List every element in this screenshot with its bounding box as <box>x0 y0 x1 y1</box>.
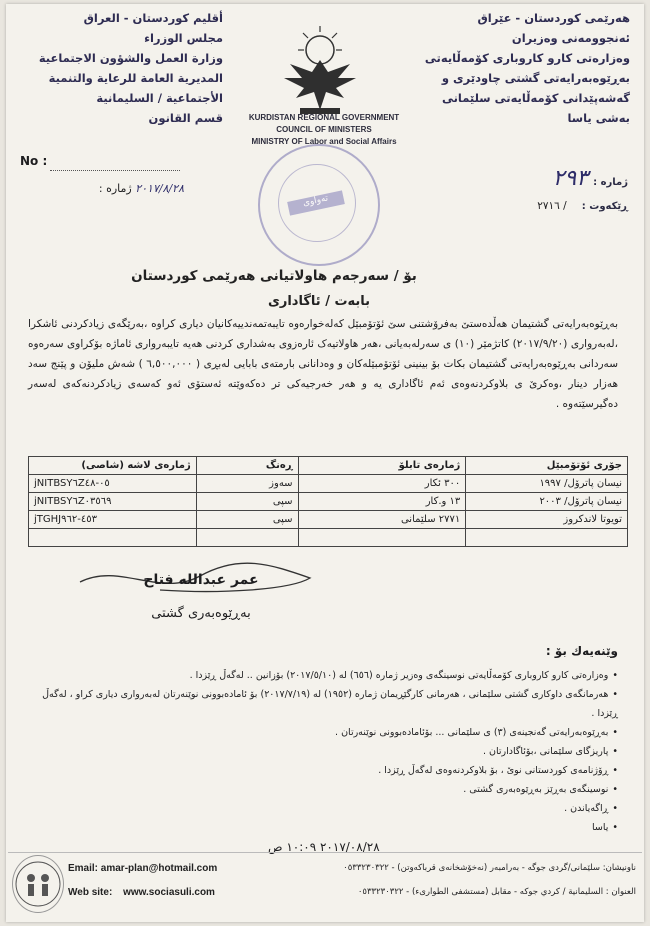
footer-address-kurdish: ناونیشان: سلێمانی/گردی جوگە - بەرامبەر (نەخۆشخانەی قرباکەوتن) - ٠٥٣٣٢٣٠٣٢٢ <box>343 863 636 873</box>
table-cell: نیسان پاترۆل/ ٢٠٠٣ <box>466 493 628 511</box>
table-cell <box>196 529 298 547</box>
cc-item: • هەرمانگەی داوکاری گشتی سلێمانی ، هەرمانی کارگێڕیمان ژمارە (١٩٥٢) لە (٢٠١٧/٧/١٩) بۆ ئامادەبوونی نوێنەرتان لەبەرواری دیاری کراو ، لەگەڵ ڕێزدا . <box>28 685 618 723</box>
header-kurdish-line: بەڕێوەبەرایەتی گشتی چاودێری و <box>441 71 630 85</box>
table-cell: ٢٧٧١ سلێمانی <box>298 511 466 529</box>
web-label: Web site: <box>68 887 113 898</box>
cc-item: • بەڕێوەبەرایەتی گەنجینەی (٣) ی سلێمانی ... بۆئامادەبوونی نوێنەرتان . <box>28 723 618 742</box>
email-value[interactable]: amar-plan@hotmail.com <box>100 863 218 874</box>
header-arabic-line: المديرية العامة للرعاية والتنمية <box>48 71 223 85</box>
table-cell: سپی <box>196 511 298 529</box>
table-cell: jNITBSY٦Z٠٣٥٦٩ <box>29 493 197 511</box>
reference-date-block <box>468 194 628 213</box>
table-cell <box>29 529 197 547</box>
cc-item: • ڕۆژنامەی کوردستانی نوێ ، بۆ بلاوکردنەوەی لەگەڵ ڕێزدا . <box>28 761 618 780</box>
table-cell: سەوز <box>196 475 298 493</box>
table-cell: ٣٠٠ ئکار <box>298 475 466 493</box>
body-paragraph: بەڕێوەبەرایەتی گشتیمان هەڵدەستێ بەفرۆشتنی سێ ئۆتۆمبێل کەلەخوارەوە تایبەتمەندییەکانیان دیاری کراوە ،بەرێگەی زیادکردنی ئاشکرا ،لەبەرواری (٢٠١٧/٩/٢٠) کاتژمێر (١٠) ی سەرلەبەیانی ،هەر هاولاتیەک ئارەزوی بەشداری کردنی هەیە تایبەرواری ئاماژە بۆکراوی سەرەوە سەردانی بەڕێوەبەرایەتی گشتیمان بکات بۆ بینینی ئۆتۆمبێلەکان و وەدانانی بارمتەی بابایی لەبڕی ( ٦,٥٠٠,٠٠٠ ) شەش ملیۆن و پێنج سەد هەزار دینار ،وەکرێ ی بلاوکردنەوەی ئەم ئاگاداری یە و هەر خەرجیەکی تر دەکەوێتە ئەستۆی ئەو کەسەی زیادکردنەکەی لەسەر دەگیرسێتەوە . <box>28 318 618 410</box>
krg-title-block <box>224 112 424 148</box>
no-label: No : <box>20 154 48 168</box>
col-header-plate-number: ژمارەی تابلۆ <box>298 457 466 475</box>
signatory-title: بەڕێوەبەری گشتی <box>151 606 251 621</box>
cc-item: • یاسا <box>28 818 618 837</box>
col-header-color: ڕەنگ <box>196 457 298 475</box>
ministry-logo-icon <box>12 855 64 913</box>
email-label: Email: <box>68 863 99 874</box>
table-row <box>29 493 628 511</box>
reference-number-value: ٢٩٣ <box>552 166 589 191</box>
subject: بابەت / ئاگاداری <box>267 294 371 309</box>
vehicles-table <box>28 456 628 547</box>
letter-page <box>6 4 644 922</box>
header-kurdish-line: ئەنجوومەنی وەزیران <box>511 31 630 45</box>
table-row <box>29 475 628 493</box>
no-underline <box>50 170 180 171</box>
krg-eagle-emblem-icon <box>270 20 370 120</box>
table-cell: jTGHJ٤٥٣-٩٦٢ <box>29 511 197 529</box>
signatory-name: عمر عبدالله فتاح <box>143 572 259 588</box>
table-cell <box>298 529 466 547</box>
header-arabic-line: أقليم كوردستان - العراق <box>83 11 223 25</box>
krg-line: MINISTRY OF Labor and Social Affairs <box>251 137 397 146</box>
table-row-empty <box>29 529 628 547</box>
header-arabic <box>18 8 223 128</box>
table-cell: jNITBSY٦Z٠٥-٤٨ <box>29 475 197 493</box>
table-cell: سپی <box>196 493 298 511</box>
table-header-row <box>29 457 628 475</box>
reference-number-block <box>468 166 628 191</box>
cc-item: • ڕاگەیاندن . <box>28 799 618 818</box>
cc-item: • پاریزگای سلێمانی ،بۆئاگادارتان . <box>28 742 618 761</box>
col-header-vehicle-type: جۆری ئۆتۆمبێل <box>466 457 628 475</box>
header-arabic-line: وزارة العمل والشؤون الاجتماعية <box>38 51 223 65</box>
table-cell: تویوتا لاندکروز <box>466 511 628 529</box>
table-cell: نیسان پاترۆل/ ١٩٩٧ <box>466 475 628 493</box>
cc-list <box>28 666 618 837</box>
printed-datetime: ٢٠١٧/٠٨/٢٨ ١٠:٠٩ ص <box>268 840 380 854</box>
left-date-handwritten: ٢٠١٧/٨/٢٨ <box>135 182 184 195</box>
footer-address-arabic: العنوان : السليمانية / كردي جوكه - مقابل (مستشفى الطوارىء) - ٠٥٣٣٢٣٠٣٢٢ <box>357 887 636 897</box>
header-kurdish-line: وەزارەتی کارو کاروباری کۆمەڵایەتی <box>424 51 630 65</box>
footer-website <box>68 887 215 898</box>
web-value[interactable]: www.sociasuli.com <box>123 887 215 898</box>
cc-heading: وێنەیەك بۆ : <box>545 644 618 658</box>
col-header-chassis-number: ژمارەی لاشە (شاصی) <box>29 457 197 475</box>
krg-line: COUNCIL OF MINISTERS <box>276 125 372 134</box>
reference-date-value: / ٢٧١٦ <box>537 200 567 212</box>
table-cell: ١٣ و.کار <box>298 493 466 511</box>
left-number-label <box>34 182 184 195</box>
footer <box>8 852 642 919</box>
addressee: بۆ / سەرجەم هاولاتیانی هەرێمی کوردستان <box>131 268 417 284</box>
header-kurdish-line: هەرێمی کوردستان - عێراق <box>477 11 630 25</box>
table-cell <box>466 529 628 547</box>
header-kurdish <box>415 8 630 128</box>
left-number-label-text: ژمارە : <box>98 182 132 195</box>
header-kurdish-line: بەشی یاسا <box>567 111 630 125</box>
cc-item: • وەزارەتی کارو کاروباری کۆمەڵایەتی نوسینگەی وەزیر ژمارە (٦٥٦) لە (٢٠١٧/٥/١٠) بۆزانین .. لەگەڵ ڕێزدا . <box>28 666 618 685</box>
reference-date-label: ڕێکەوت : <box>581 201 628 212</box>
table-row <box>29 511 628 529</box>
footer-email <box>68 863 217 874</box>
stamp-word: تەواوی <box>287 190 345 215</box>
header-kurdish-line: گەشەپێدانی کۆمەڵایەتی سلێمانی <box>441 91 630 105</box>
header-arabic-line: قسم القانون <box>148 111 223 125</box>
reference-number-label: ژمارە : <box>593 177 628 188</box>
krg-line: KURDISTAN REGIONAL GOVERNMENT <box>248 113 400 122</box>
header-arabic-line: الأجتماعية / السليمانية <box>96 91 223 105</box>
header-arabic-line: مجلس الوزراء <box>144 31 223 45</box>
cc-item: • نوسینگەی بەڕێز بەڕێوەبەری گشتی . <box>28 780 618 799</box>
